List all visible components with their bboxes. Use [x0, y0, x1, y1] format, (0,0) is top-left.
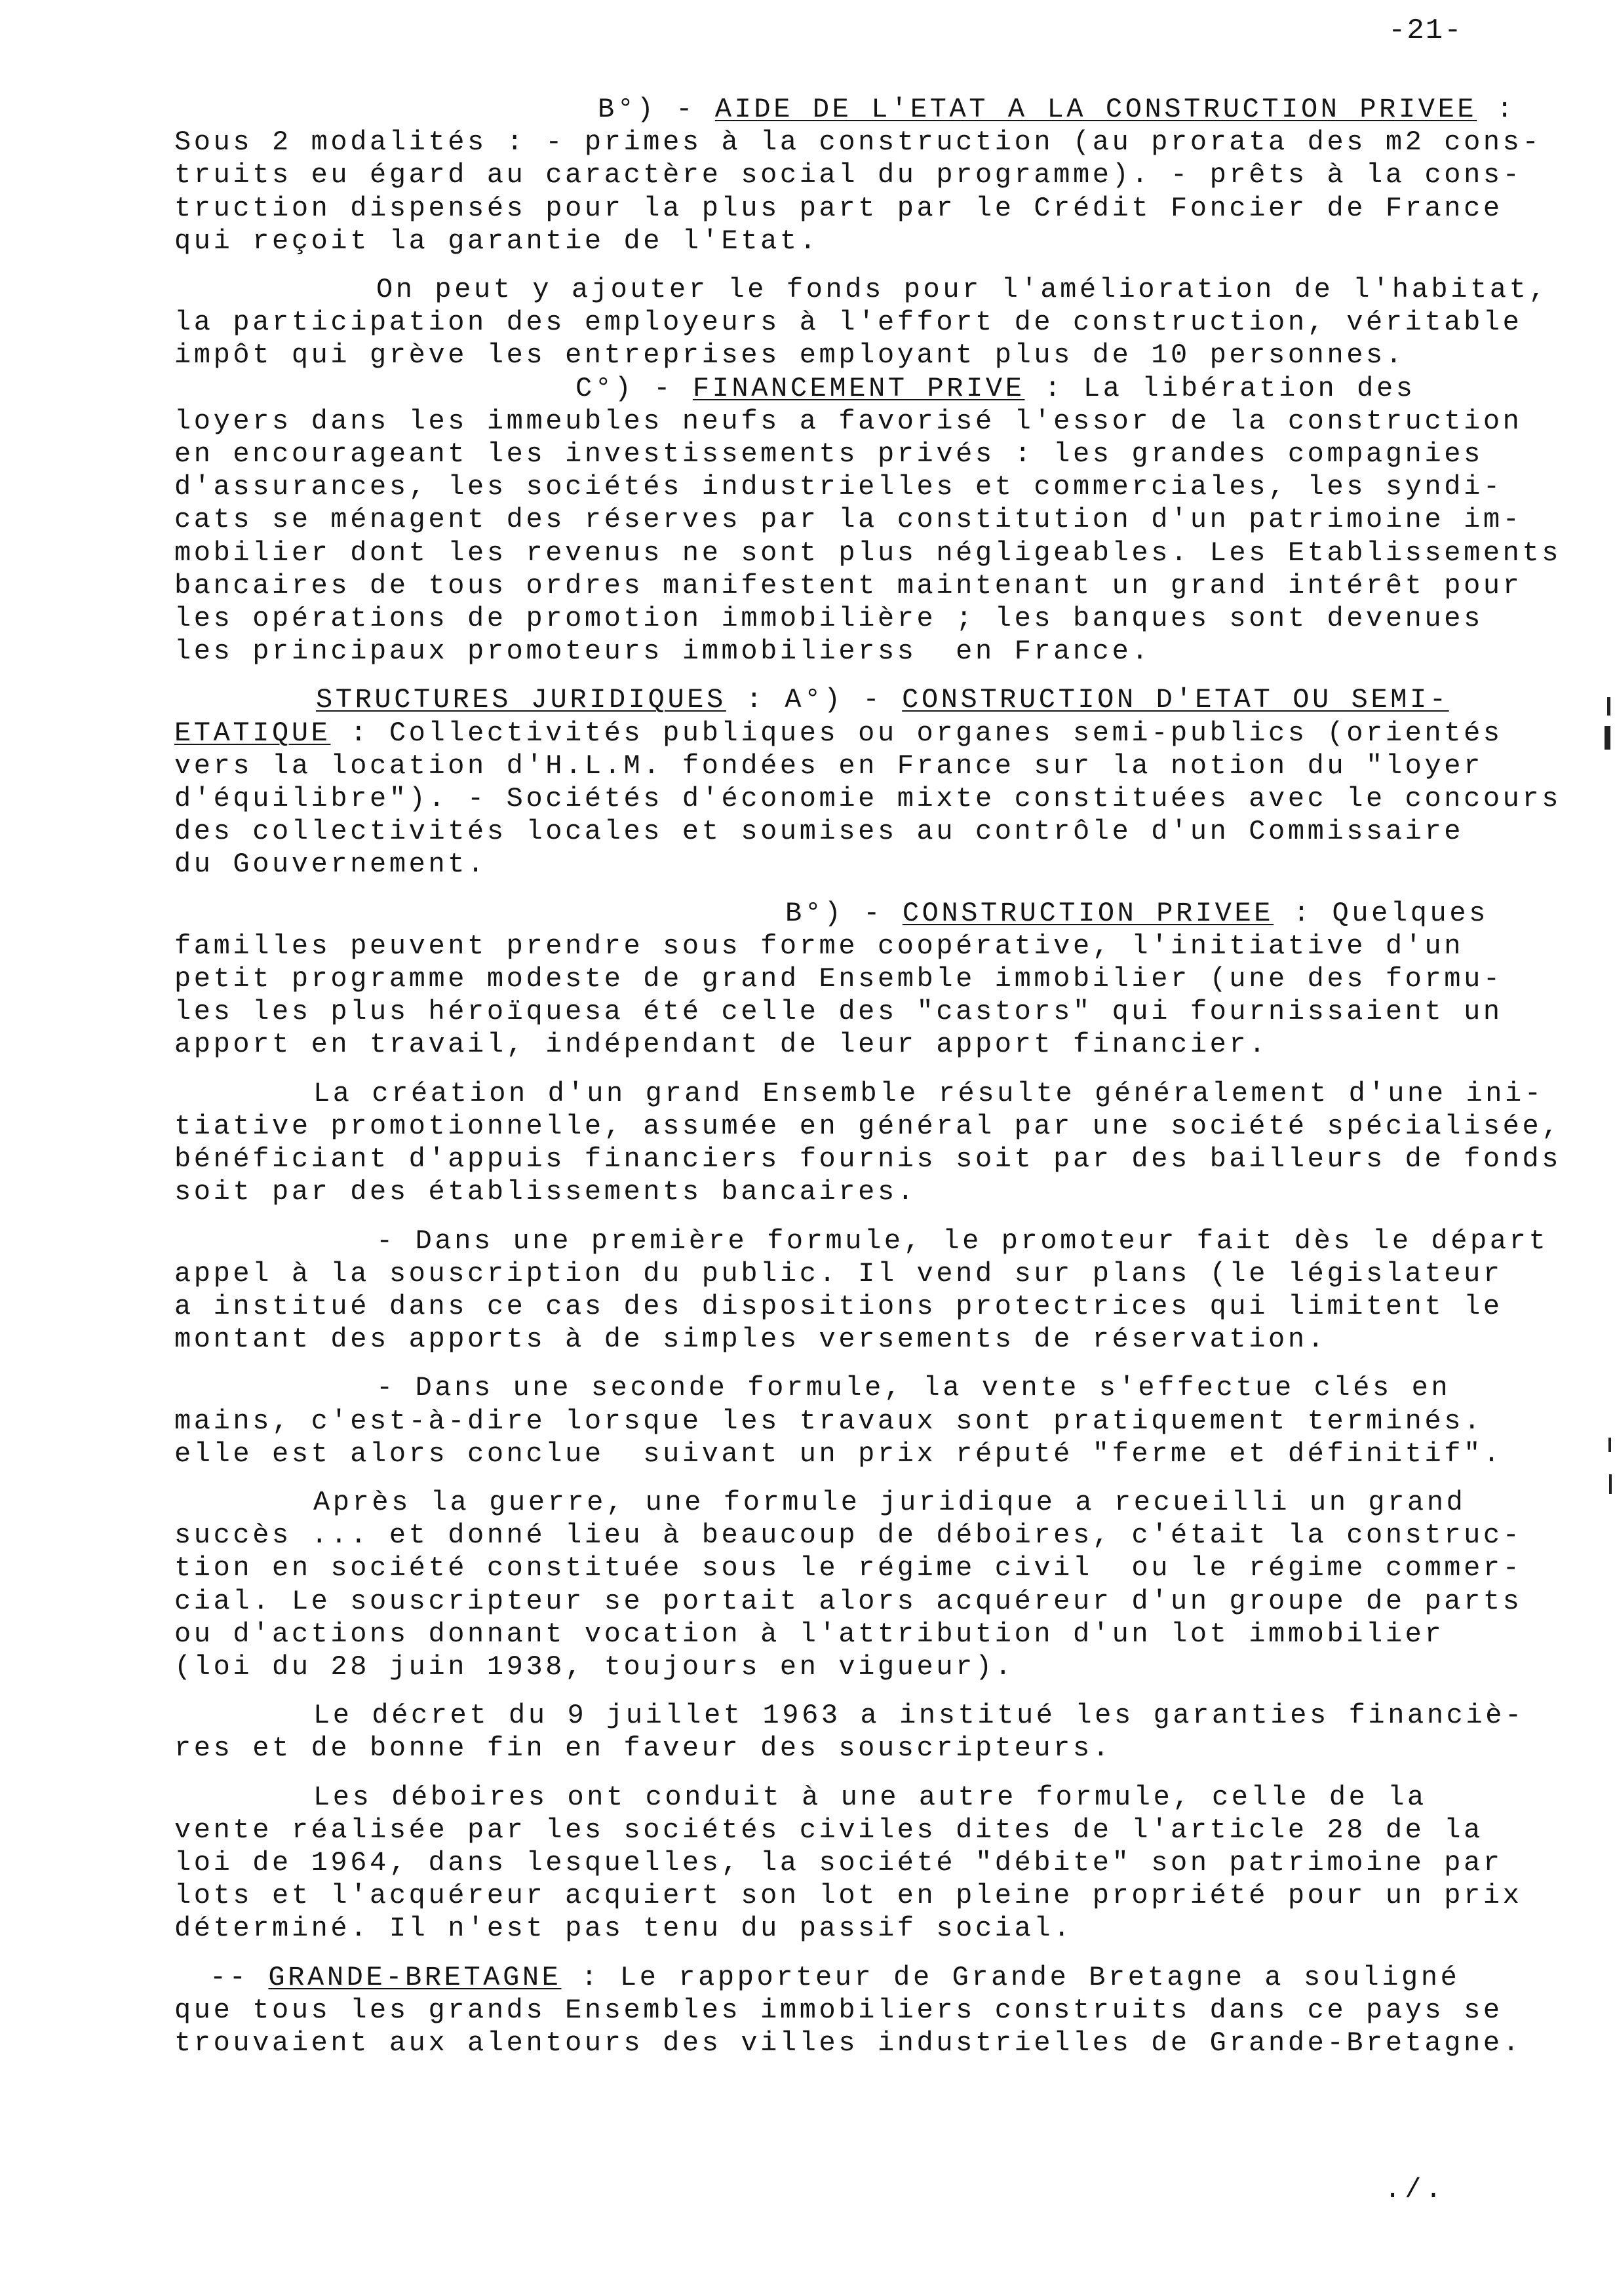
text-segment: loi de 1964, dans lesquelles, la société "débite" son patrimoine par	[174, 1846, 1503, 1879]
text-line	[174, 782, 1603, 815]
text-line	[174, 1371, 1603, 1404]
text-segment: --	[210, 1961, 269, 1993]
text-segment: truction dispensés pour la plus part par le Crédit Foncier de France	[174, 192, 1503, 224]
text-line	[174, 1405, 1603, 1438]
text-segment: tiative promotionnelle, assumée en général par une société spécialisée,	[174, 1110, 1562, 1142]
text-line	[174, 963, 1603, 995]
text-line	[174, 405, 1603, 438]
paragraph-gap	[174, 1209, 1603, 1225]
underlined-heading: STRUCTURES JURIDIQUES	[316, 684, 726, 716]
text-line	[174, 815, 1603, 848]
text-segment: trouvaient aux alentours des villes industrielles de Grande-Bretagne.	[174, 2027, 1523, 2059]
text-line	[174, 126, 1603, 159]
text-segment: : Le rapporteur de Grande Bretagne a souligné	[561, 1961, 1460, 1993]
text-line	[174, 1994, 1603, 2027]
text-segment: cats se ménagent des réserves par la constitution d'un patrimoine im-	[174, 504, 1523, 536]
text-line	[174, 1961, 1603, 1994]
text-segment: les opérations de promotion immobilière ; les banques sont devenues	[174, 603, 1483, 635]
text-segment: ou d'actions donnant vocation à l'attribution d'un lot immobilier	[174, 1618, 1445, 1650]
paragraph-gap	[174, 1683, 1603, 1699]
text-segment: bancaires de tous ordres manifestent maintenant un grand intérêt pour	[174, 569, 1523, 602]
continuation-mark: ./.	[1384, 2174, 1446, 2206]
paragraph-gap	[174, 1356, 1603, 1371]
text-line	[174, 1486, 1603, 1519]
text-segment: soit par des établissements bancaires.	[174, 1176, 917, 1208]
paragraph-gap	[174, 881, 1603, 897]
text-line	[174, 503, 1603, 536]
text-segment: vente réalisée par les sociétés civiles dites de l'article 28 de la	[174, 1814, 1483, 1846]
text-line	[174, 93, 1603, 126]
text-line	[174, 1077, 1603, 1110]
text-segment: : La libération des	[1024, 372, 1416, 404]
scan-artifact	[1608, 1438, 1611, 1452]
text-line	[174, 438, 1603, 470]
text-segment: montant des apports à de simples versements de réservation.	[174, 1324, 1327, 1356]
text-line	[174, 339, 1603, 372]
text-line	[174, 602, 1603, 635]
text-segment: lots et l'acquéreur acquiert son lot en pleine propriété pour un prix	[174, 1880, 1523, 1912]
text-line	[174, 1846, 1603, 1879]
text-line	[174, 897, 1603, 930]
text-line	[174, 1110, 1603, 1143]
text-segment: (loi du 28 juin 1938, toujours en vigueur).	[174, 1651, 1015, 1683]
text-line	[174, 1912, 1603, 1945]
paragraph-gap	[174, 1470, 1603, 1486]
text-segment: déterminé. Il n'est pas tenu du passif social.	[174, 1913, 1073, 1945]
text-segment: tion en société constituée sous le régime civil ou le régime commer-	[174, 1552, 1523, 1584]
text-line	[174, 1323, 1603, 1356]
text-line	[174, 1028, 1603, 1061]
text-segment: truits eu égard au caractère social du programme). - prêts à la cons-	[174, 159, 1523, 191]
text-line	[174, 1552, 1603, 1584]
text-line	[174, 1618, 1603, 1651]
text-line	[174, 848, 1603, 881]
scan-artifact	[1607, 697, 1610, 716]
body-text	[174, 93, 1603, 2059]
underlined-heading: FINANCEMENT PRIVE	[692, 372, 1025, 404]
text-segment: que tous les grands Ensembles immobiliers construits dans ce pays se	[174, 1994, 1503, 2026]
text-segment: qui reçoit la garantie de l'Etat.	[174, 225, 819, 257]
text-segment: a institué dans ce cas des dispositions protectrices qui limitent le	[174, 1290, 1503, 1322]
text-line	[174, 1257, 1603, 1290]
text-segment: elle est alors conclue suivant un prix réputé "ferme et définitif".	[174, 1438, 1503, 1470]
text-segment: vers la location d'H.L.M. fondées en France sur la notion du "loyer	[174, 750, 1483, 782]
text-segment: impôt qui grève les entreprises employant plus de 10 personnes.	[174, 339, 1405, 372]
page-number: -21-	[1388, 14, 1463, 47]
text-segment: les principaux promoteurs immobilierss en France.	[174, 636, 1152, 668]
text-segment: : Quelques	[1274, 897, 1489, 929]
underlined-heading: ETATIQUE	[174, 717, 331, 749]
text-line	[174, 1879, 1603, 1912]
text-segment: B°) -	[598, 94, 715, 125]
text-line	[174, 750, 1603, 782]
text-line	[174, 470, 1603, 503]
text-line	[174, 1699, 1603, 1732]
text-line	[174, 372, 1603, 405]
paragraph-gap	[174, 1062, 1603, 1077]
text-segment: la participation des employeurs à l'effort de construction, véritable	[174, 307, 1523, 339]
text-segment: bénéficiant d'appuis financiers fournis soit par des bailleurs de fonds	[174, 1143, 1562, 1176]
text-line	[174, 1143, 1603, 1176]
text-segment: d'assurances, les sociétés industrielles et commerciales, les syndi-	[174, 471, 1503, 503]
text-segment: - Dans une première formule, le promoteur fait dès le départ	[376, 1225, 1549, 1257]
text-line	[174, 306, 1603, 339]
text-segment: La création d'un grand Ensemble résulte généralement d'une ini-	[313, 1077, 1544, 1109]
text-segment: les les plus héroïquesa été celle des "castors" qui fournissaient un	[174, 996, 1503, 1028]
text-segment: : Collectivités publiques ou organes semi-publics (orientés	[330, 717, 1503, 749]
text-segment: cial. Le souscripteur se portait alors acquéreur d'un groupe de parts	[174, 1585, 1523, 1617]
text-line	[174, 225, 1603, 258]
text-line	[174, 1651, 1603, 1683]
text-line	[174, 192, 1603, 225]
text-segment: Les déboires ont conduit à une autre formule, celle de la	[313, 1781, 1427, 1813]
text-line	[174, 683, 1603, 716]
text-segment: On peut y ajouter le fonds pour l'amélioration de l'habitat,	[376, 274, 1549, 306]
paragraph-gap	[174, 1945, 1603, 1961]
text-segment: mains, c'est-à-dire lorsque les travaux sont pratiquement terminés.	[174, 1405, 1483, 1437]
text-line	[174, 1585, 1603, 1618]
underlined-heading: GRANDE-BRETAGNE	[268, 1961, 562, 1993]
text-segment: Après la guerre, une formule juridique a recueilli un grand	[313, 1486, 1466, 1518]
text-line	[174, 1519, 1603, 1552]
text-segment: Le décret du 9 juillet 1963 a institué les garanties financiè-	[313, 1700, 1525, 1732]
text-segment: du Gouvernement.	[174, 849, 487, 881]
text-line	[174, 1290, 1603, 1323]
text-segment: B°) -	[785, 897, 903, 929]
text-line	[174, 273, 1603, 306]
paragraph-gap	[174, 1765, 1603, 1781]
text-line	[174, 995, 1603, 1028]
text-line	[174, 1438, 1603, 1470]
text-line	[174, 2027, 1603, 2059]
text-segment: C°) -	[575, 372, 693, 404]
text-line	[174, 1781, 1603, 1814]
text-line	[174, 569, 1603, 602]
text-segment: - Dans une seconde formule, la vente s'effectue clés en	[376, 1372, 1451, 1404]
paragraph-gap	[174, 668, 1603, 683]
text-segment: : A°) -	[726, 684, 903, 716]
underlined-heading: CONSTRUCTION PRIVEE	[902, 897, 1274, 929]
text-segment: d'équilibre"). - Sociétés d'économie mixte constituées avec le concours	[174, 783, 1562, 815]
text-segment: succès ... et donné lieu à beaucoup de déboires, c'était la construc-	[174, 1520, 1523, 1552]
text-line	[174, 159, 1603, 191]
text-line	[174, 1225, 1603, 1257]
text-line	[174, 1814, 1603, 1846]
text-line	[174, 717, 1603, 750]
text-segment: :	[1477, 94, 1516, 125]
text-segment: loyers dans les immeubles neufs a favorisé l'essor de la construction	[174, 405, 1523, 437]
text-line	[174, 930, 1603, 963]
text-line	[174, 1732, 1603, 1765]
scan-artifact	[1605, 726, 1610, 750]
text-segment: Sous 2 modalités : - primes à la construction (au prorata des m2 cons-	[174, 126, 1542, 159]
underlined-heading: CONSTRUCTION D'ETAT OU SEMI-	[902, 684, 1449, 716]
text-segment: petit programme modeste de grand Ensemble immobilier (une des formu-	[174, 963, 1503, 995]
text-line	[174, 1176, 1603, 1208]
text-segment: des collectivités locales et soumises au contrôle d'un Commissaire	[174, 816, 1464, 848]
scan-artifact	[1609, 1474, 1612, 1494]
text-line	[174, 537, 1603, 569]
text-segment: appel à la souscription du public. Il vend sur plans (le législateur	[174, 1257, 1503, 1290]
text-segment: familles peuvent prendre sous forme coopérative, l'initiative d'un	[174, 930, 1464, 962]
text-segment: en encourageant les investissements privés : les grandes compagnies	[174, 438, 1483, 470]
text-segment: res et de bonne fin en faveur des souscripteurs.	[174, 1732, 1112, 1765]
text-line	[174, 635, 1603, 668]
text-segment: mobilier dont les revenus ne sont plus négligeables. Les Etablissements	[174, 537, 1562, 569]
underlined-heading: AIDE DE L'ETAT A LA CONSTRUCTION PRIVEE	[714, 94, 1477, 125]
paragraph-gap	[174, 258, 1603, 273]
text-segment: apport en travail, indépendant de leur apport financier.	[174, 1029, 1269, 1061]
